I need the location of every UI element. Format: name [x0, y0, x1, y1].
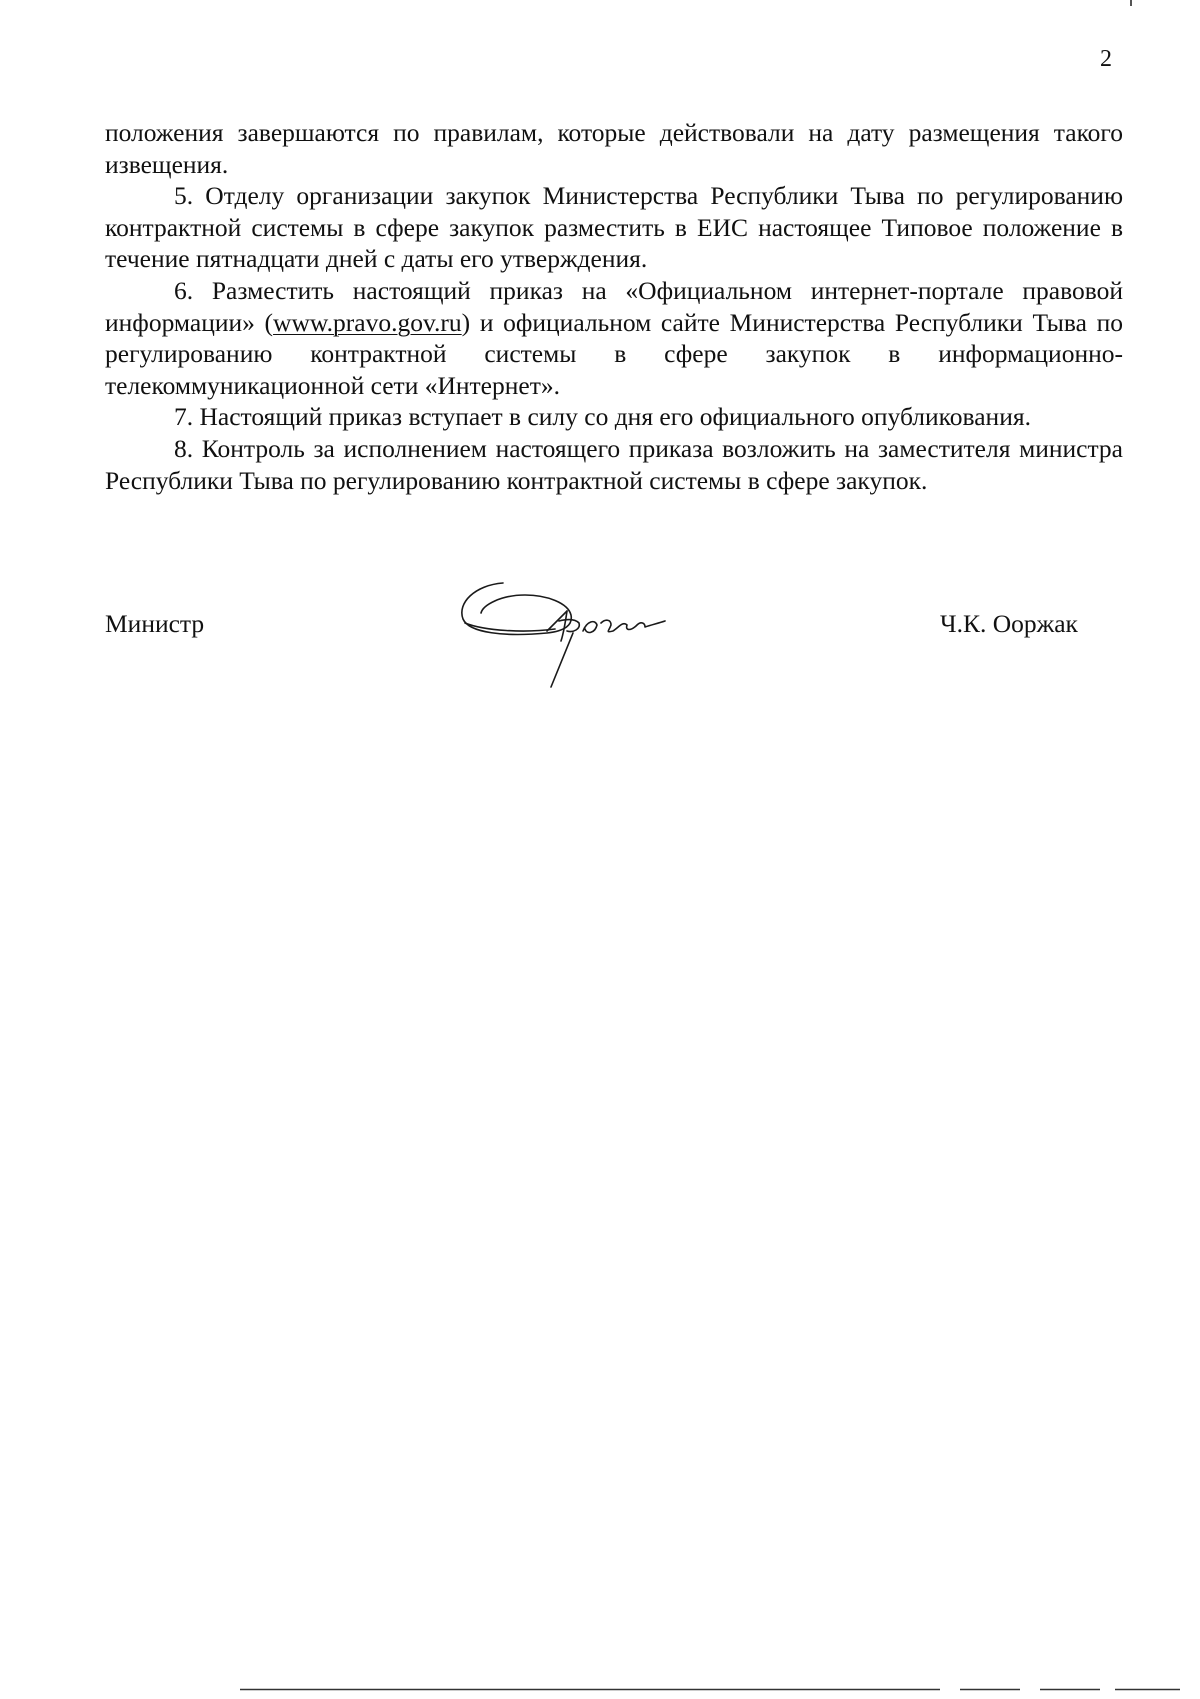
signature-block [0, 575, 1200, 695]
page-number: 2 [1100, 46, 1112, 72]
signatory-name: Ч.К. Ооржак [940, 609, 1078, 638]
paragraph-item-6-text-after-link: ) и официальном сайте Министерства Республики Тыва по регулированию контрактной системы в сфере закупок в информационно-телекоммуникационной сети «Интернет». [105, 307, 1123, 400]
paragraph-continuation: положения завершаются по правилам, которые действовали на дату размещения такого извещения. [105, 118, 1123, 179]
paragraph-item-8: 8. Контроль за исполнением настоящего приказа возложить на заместителя министра Республики Тыва по регулированию контрактной системы в сфере закупок. [105, 433, 1123, 495]
handwritten-signature [455, 575, 715, 690]
pravo-portal-link[interactable]: www.pravo.gov.ru [273, 307, 462, 337]
paragraph-item-6-text-before-link: 6. Разместить настоящий приказ на «Официальном интернет-портале правовой информации» ( [105, 275, 1123, 337]
paragraph-item-7: 7. Настоящий приказ вступает в силу со дня его официального опубликования. [174, 402, 1031, 432]
scan-corner-mark [1130, 0, 1132, 6]
paragraph-item-6 [105, 275, 1123, 401]
signatory-position: Министр [105, 609, 205, 638]
paragraph-item-5: 5. Отделу организации закупок Министерства Республики Тыва по регулированию контрактной системы в сфере закупок разместить в ЕИС настоящее Типовое положение в течение пятнадцати дней с даты его утверждения. [105, 181, 1123, 274]
document-body [105, 117, 1123, 496]
scan-edge-line [240, 1688, 1180, 1691]
